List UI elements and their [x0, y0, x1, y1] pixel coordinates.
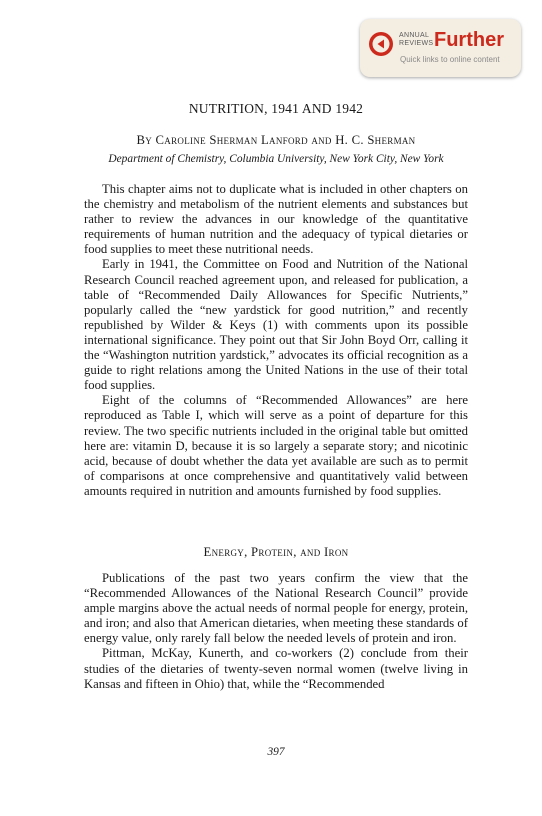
annual-reviews-logo-text: [399, 32, 433, 48]
badge-annual-text: ANNUAL: [399, 32, 430, 39]
paragraph: Eight of the columns of “Recommended Allowances” are here reproduced as Table I, which will serve as a point of departure for this review. The two specific nutrients included in the original table but omitted here are: vitamin D, because it is so largely a separate story; and nicotinic acid, because of doubt whether the data yet available are such as to permit of comparisons at once comprehensive and quantitatively valid between amounts required in nutrition and amounts furnished by food supplies.: [84, 393, 468, 498]
intro-section: [84, 182, 468, 499]
paragraph: Pittman, McKay, Kunerth, and co-workers (2) conclude from their studies of the dietaries of twenty-seven normal women (twelve living in Kansas and fifteen in Ohio) that, while the “Recommended: [84, 646, 468, 691]
energy-protein-iron-section: [84, 571, 468, 692]
article-affiliation: Department of Chemistry, Columbia University, New York City, New York: [108, 153, 444, 165]
paragraph: This chapter aims not to duplicate what is included in other chapters on the chemistry and metabolism of the nutrient elements and substances but rather to review the advances in our knowledge of the quantitative requirements of human nutrition and the adequacy of typical dietaries or food supplies to meet these nutritional needs.: [84, 182, 468, 257]
badge-tagline: Quick links to online content: [400, 55, 500, 64]
annual-reviews-further-badge[interactable]: [360, 19, 521, 77]
article-title: NUTRITION, 1941 AND 1942: [188, 101, 364, 116]
paragraph: Publications of the past two years confirm the view that the “Recommended Allowances of the National Research Council” provide ample margins above the actual needs of normal people for energy, protein, and iron; and also that American dietaries, when meeting these standards of energy value, only rarely fall below the needed levels of protein and iron.: [84, 571, 468, 646]
article-authors: By Caroline Sherman Lanford and H. C. Sherman: [136, 133, 416, 147]
section-heading: Energy, Protein, and Iron: [203, 545, 349, 559]
further-play-icon: [368, 31, 394, 57]
badge-reviews-text: REVIEWS: [399, 40, 434, 47]
page-number: 397: [267, 746, 285, 758]
paragraph: Early in 1941, the Committee on Food and Nutrition of the National Research Council reached agreement upon, and released for publication, a table of “Recommended Daily Allowances for Specific Nutrients,” popularly called the “new yardstick for good nutrition,” and recently republished by Wilder & Keys (1) with comments upon its possible international significance. They point out that Sir John Boyd Orr, calling it the “Washington nutrition yardstick,” advocates its official recognition as a guide to right relations among the United Nations in the use of their total food supplies.: [84, 257, 468, 393]
badge-further-text: Further: [434, 29, 504, 51]
